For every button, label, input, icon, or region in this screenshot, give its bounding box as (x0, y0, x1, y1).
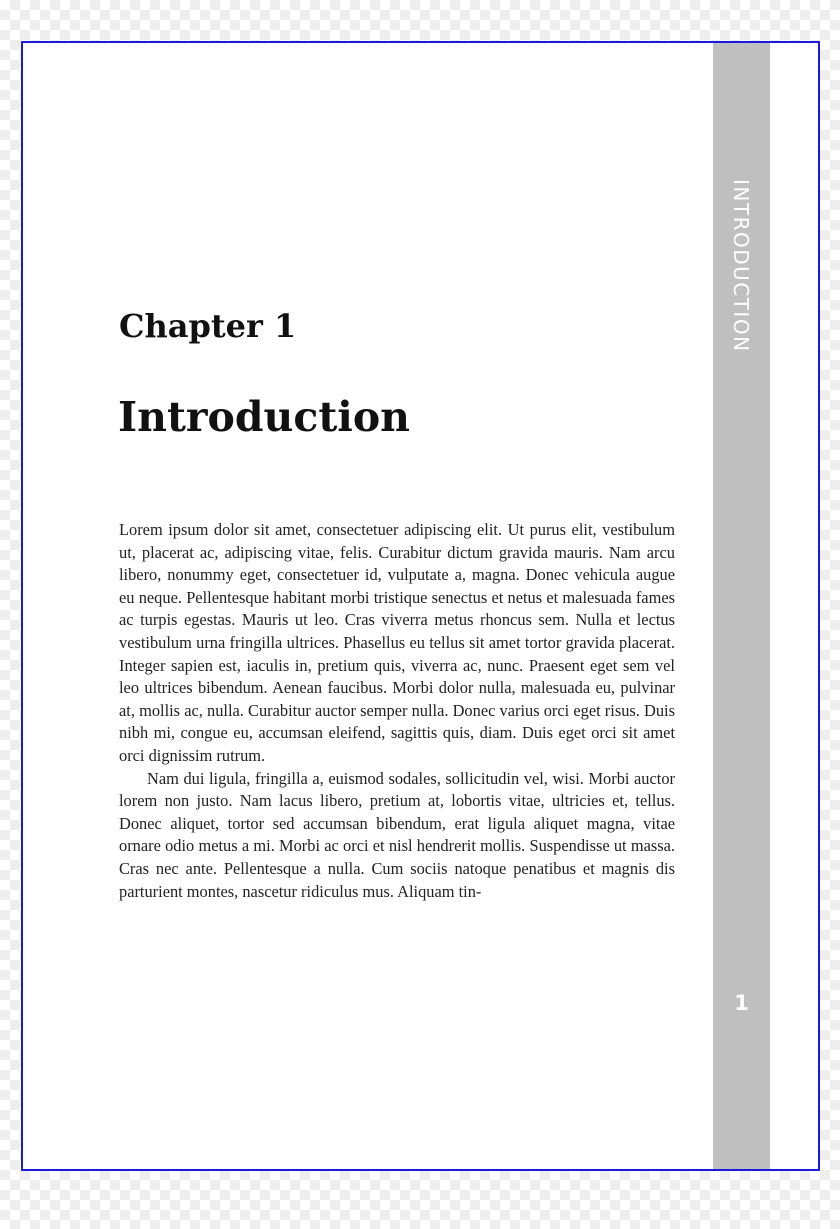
body-text (119, 519, 675, 903)
chapter-thumb-tab (713, 43, 770, 1169)
paragraph-1: Lorem ipsum dolor sit amet, consectetuer adipiscing elit. Ut purus elit, vestibulum ut, placerat ac, adipiscing vitae, felis. Curabitur dictum gravida mauris. Nam arcu libero, nonummy eget, consectetuer id, vulputate a, magna. Donec vehicula augue eu neque. Pellentesque habitant morbi tristique senectus et netus et malesuada fames ac turpis egestas. Mauris ut leo. Cras viverra metus rhoncus sem. Nulla et lectus vestibulum urna fringilla ultrices. Phasellus eu tellus sit amet tortor gravida placerat. Integer sapien est, iaculis in, pretium quis, viverra ac, nunc. Praesent eget sem vel leo ultrices bibendum. Aenean faucibus. Morbi dolor nulla, malesuada eu, pulvinar at, mollis ac, nulla. Curabitur auctor semper nulla. Donec varius orci eget risus. Duis nibh mi, congue eu, accumsan eleifend, sagittis quis, diam. Duis eget orci sit amet orci dignissim rutrum. (119, 520, 675, 765)
page-number: 1 (734, 991, 749, 1015)
chapter-title: Introduction (118, 393, 410, 441)
chapter-number-heading: Chapter 1 (119, 307, 297, 345)
document-page (21, 41, 820, 1171)
chapter-thumb-label: INTRODUCTION (729, 179, 753, 353)
paragraph-2: Nam dui ligula, fringilla a, euismod sodales, sollicitudin vel, wisi. Morbi auctor lorem non justo. Nam lacus libero, pretium at, lobortis vitae, ultricies et, tellus. Donec aliquet, tortor sed accumsan bibendum, erat ligula aliquet magna, vitae ornare odio metus a mi. Morbi ac orci et nisl hendrerit mollis. Suspendisse ut massa. Cras nec ante. Pellentesque a nulla. Cum sociis natoque penatibus et magnis dis parturient montes, nascetur ridiculus mus. Aliquam tin- (119, 768, 675, 901)
